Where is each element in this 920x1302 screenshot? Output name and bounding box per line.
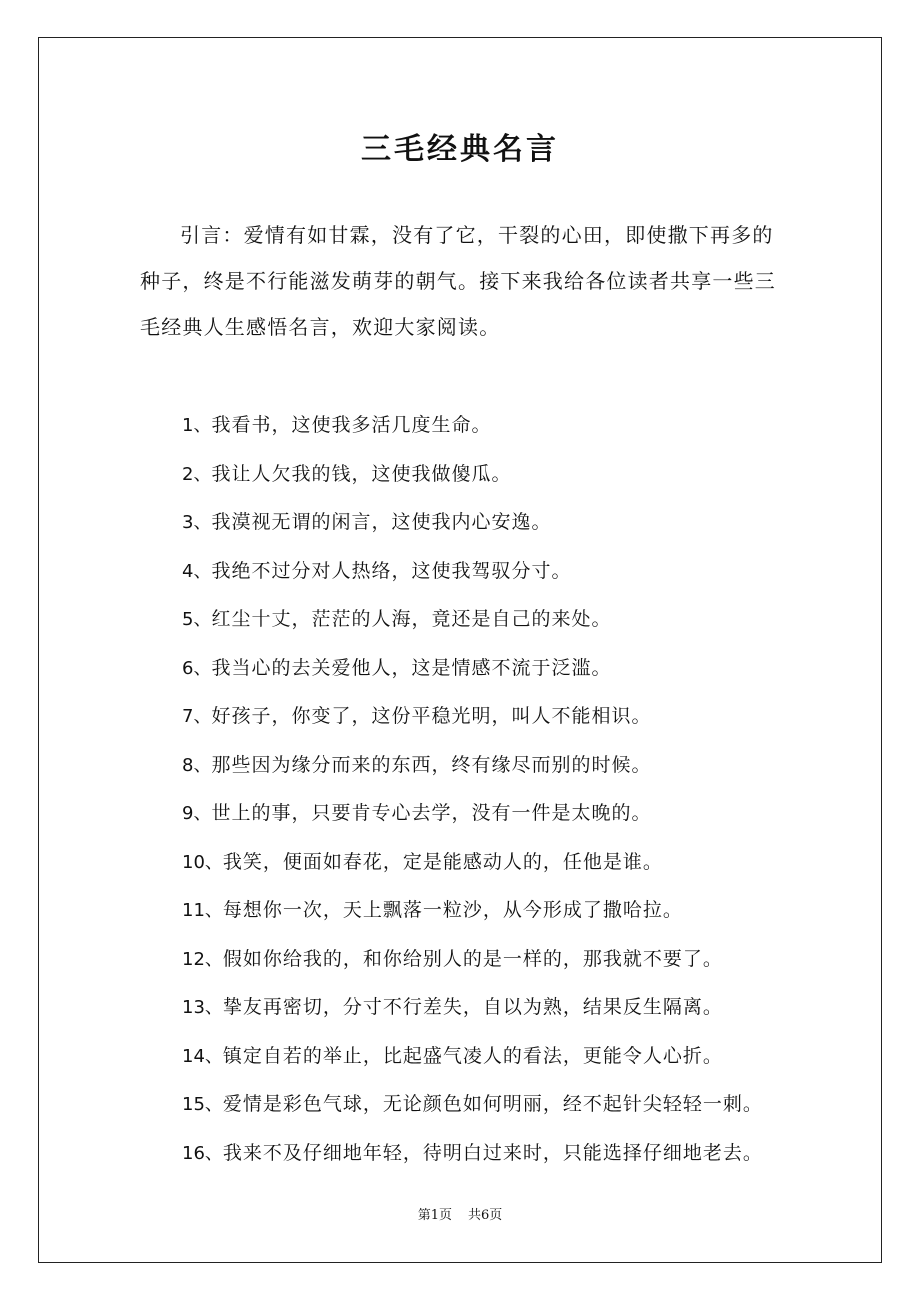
quote-item-16 bbox=[182, 1129, 802, 1178]
quote-item-3 bbox=[182, 498, 802, 547]
quote-number: 12、 bbox=[182, 948, 223, 970]
quote-text: 每想你一次，天上飘落一粒沙，从今形成了撒哈拉。 bbox=[222, 899, 683, 921]
quote-number: 3、 bbox=[182, 512, 212, 533]
quote-text: 我让人欠我的钱，这使我做傻瓜。 bbox=[211, 462, 512, 485]
quote-list bbox=[182, 401, 802, 1177]
quote-text: 我漠视无谓的闲言，这使我内心安逸。 bbox=[211, 511, 552, 533]
quote-text: 我来不及仔细地年轻，待明白过来时，只能选择仔细地老去。 bbox=[222, 1141, 763, 1164]
quote-item-9 bbox=[182, 789, 802, 838]
page-total: 共6页 bbox=[468, 1208, 503, 1223]
quote-number: 13、 bbox=[182, 997, 223, 1018]
quote-item-13 bbox=[182, 983, 802, 1032]
quote-text: 红尘十丈，茫茫的人海，竟还是自己的来处。 bbox=[211, 608, 612, 630]
quote-number: 4、 bbox=[182, 560, 212, 582]
quote-item-15 bbox=[182, 1080, 802, 1129]
quote-text: 挚友再密切，分寸不行差失，自以为熟，结果反生隔离。 bbox=[222, 996, 723, 1018]
quote-text: 我绝不过分对人热络，这使我驾驭分寸。 bbox=[211, 559, 572, 582]
quote-item-2 bbox=[182, 450, 802, 499]
intro-paragraph: 引言：爱情有如甘霖，没有了它，干裂的心田，即使撒下再多的种子，终是不行能滋发萌芽的朝气。接下来我给各位读者共享一些三毛经典人生感悟名言，欢迎大家阅读。 bbox=[140, 223, 776, 339]
quote-number: 7、 bbox=[182, 706, 212, 727]
quote-item-6 bbox=[182, 644, 802, 693]
quote-text: 那些因为缘分而来的东西，终有缘尽而别的时候。 bbox=[211, 753, 652, 776]
quote-text: 我笑，便面如春花，定是能感动人的，任他是谁。 bbox=[222, 850, 663, 873]
quote-number: 6、 bbox=[182, 657, 212, 679]
quote-item-12 bbox=[182, 935, 802, 984]
quote-number: 9、 bbox=[182, 803, 212, 824]
quote-text: 好孩子，你变了，这份平稳光明，叫人不能相识。 bbox=[211, 705, 652, 727]
quote-number: 1、 bbox=[182, 415, 212, 436]
quote-number: 5、 bbox=[182, 609, 212, 630]
quote-number: 8、 bbox=[182, 754, 212, 776]
quote-text: 我当心的去关爱他人，这是情感不流于泛滥。 bbox=[211, 656, 612, 679]
page-number: 第1页 bbox=[417, 1208, 452, 1223]
quote-text: 镇定自若的举止，比起盛气凌人的看法，更能令人心折。 bbox=[222, 1044, 723, 1067]
quote-number: 10、 bbox=[182, 851, 223, 873]
quote-text: 世上的事，只要肯专心去学，没有一件是太晚的。 bbox=[211, 802, 652, 824]
quote-number: 15、 bbox=[182, 1094, 223, 1115]
quote-item-14 bbox=[182, 1032, 802, 1081]
quote-number: 11、 bbox=[182, 900, 223, 921]
quote-item-7 bbox=[182, 692, 802, 741]
quote-text: 爱情是彩色气球，无论颜色如何明丽，经不起针尖轻轻一刺。 bbox=[222, 1093, 763, 1115]
quote-item-1 bbox=[182, 401, 802, 450]
quote-number: 2、 bbox=[182, 463, 212, 485]
quote-number: 16、 bbox=[182, 1142, 223, 1164]
quote-item-10 bbox=[182, 838, 802, 887]
page-footer bbox=[0, 1206, 920, 1226]
quote-item-8 bbox=[182, 741, 802, 790]
quote-text: 假如你给我的，和你给别人的是一样的，那我就不要了。 bbox=[222, 947, 723, 970]
quote-number: 14、 bbox=[182, 1045, 223, 1067]
document-title: 三毛经典名言 bbox=[361, 132, 559, 167]
quote-item-11 bbox=[182, 886, 802, 935]
quote-item-4 bbox=[182, 547, 802, 596]
quote-item-5 bbox=[182, 595, 802, 644]
quote-text: 我看书，这使我多活几度生命。 bbox=[211, 414, 492, 436]
